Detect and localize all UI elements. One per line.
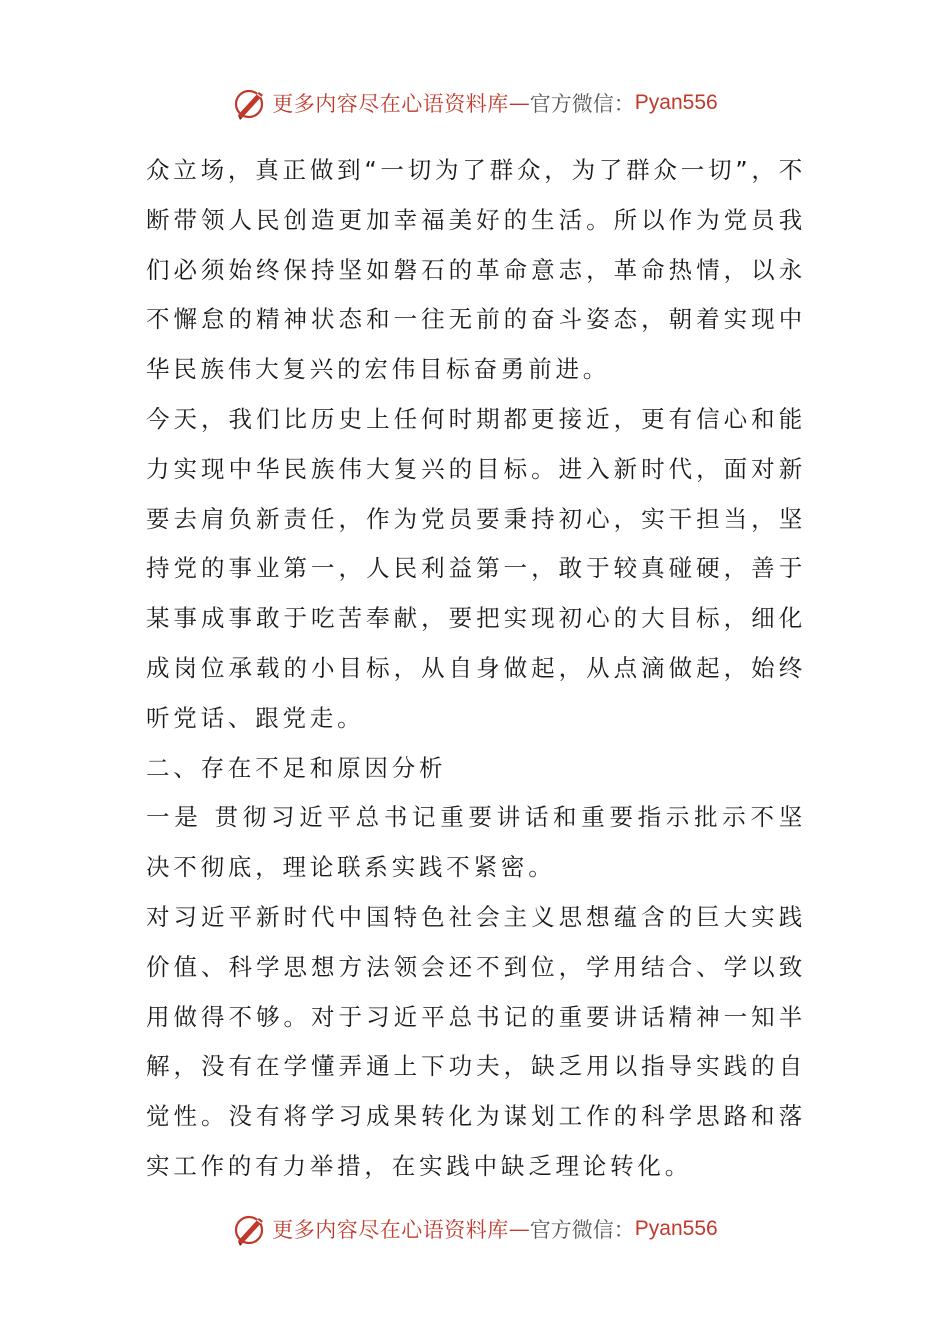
pen-logo-icon (232, 1211, 268, 1247)
pen-logo-icon (232, 85, 268, 121)
paragraph-4: 对习近平新时代中国特色社会主义思想蕴含的巨大实践价值、科学思想方法领会还不到位，学用结合、学以致用做得不够。对于习近平总书记的重要讲话精神一知半解，没有在学懂弄通上下功夫，缺乏用以指导实践的自觉性。没有将学习成果转化为谋划工作的科学思路和落实工作的有力举措，在实践中缺乏理论转化。 (146, 902, 806, 1180)
banner-wechat-label: 官方微信： (529, 92, 635, 116)
banner-dash: — (508, 1217, 530, 1241)
banner-wechat-label: 官方微信： (529, 1218, 635, 1242)
banner-title: 更多内容尽在心语资料库 (272, 92, 509, 116)
paragraph-3: 一是 贯彻习近平总书记重要讲话和重要指示批示不坚决不彻底，理论联系实践不紧密。 (146, 803, 806, 882)
footer-watermark-banner (0, 1204, 950, 1254)
banner-title: 更多内容尽在心语资料库 (272, 1218, 509, 1242)
banner-wechat-id: Pyan556 (634, 1217, 718, 1240)
header-watermark-banner (0, 78, 950, 128)
paragraph-2: 今天，我们比历史上任何时期都更接近，更有信心和能力实现中华民族伟大复兴的目标。进入新时代，面对新要去肩负新责任，作为党员要秉持初心，实干担当，坚持党的事业第一，人民利益第一，敢于较真碰硬，善于某事成事敢于吃苦奉献，要把实现初心的大目标，细化成岗位承载的小目标，从自身做起，从点滴做起，始终听党话、跟党走。 (146, 404, 806, 732)
banner-wechat-id: Pyan556 (634, 91, 718, 114)
section-heading: 二、存在不足和原因分析 (146, 753, 447, 782)
banner-dash: — (508, 91, 530, 115)
document-body (146, 146, 806, 1192)
paragraph-1: 众立场，真正做到“一切为了群众，为了群众一切”，不断带领人民创造更加幸福美好的生活。所以作为党员我们必须始终保持坚如磐石的革命意志，革命热情，以永不懈怠的精神状态和一往无前的奋斗姿态，朝着实现中华民族伟大复兴的宏伟目标奋勇前进。 (146, 156, 806, 384)
